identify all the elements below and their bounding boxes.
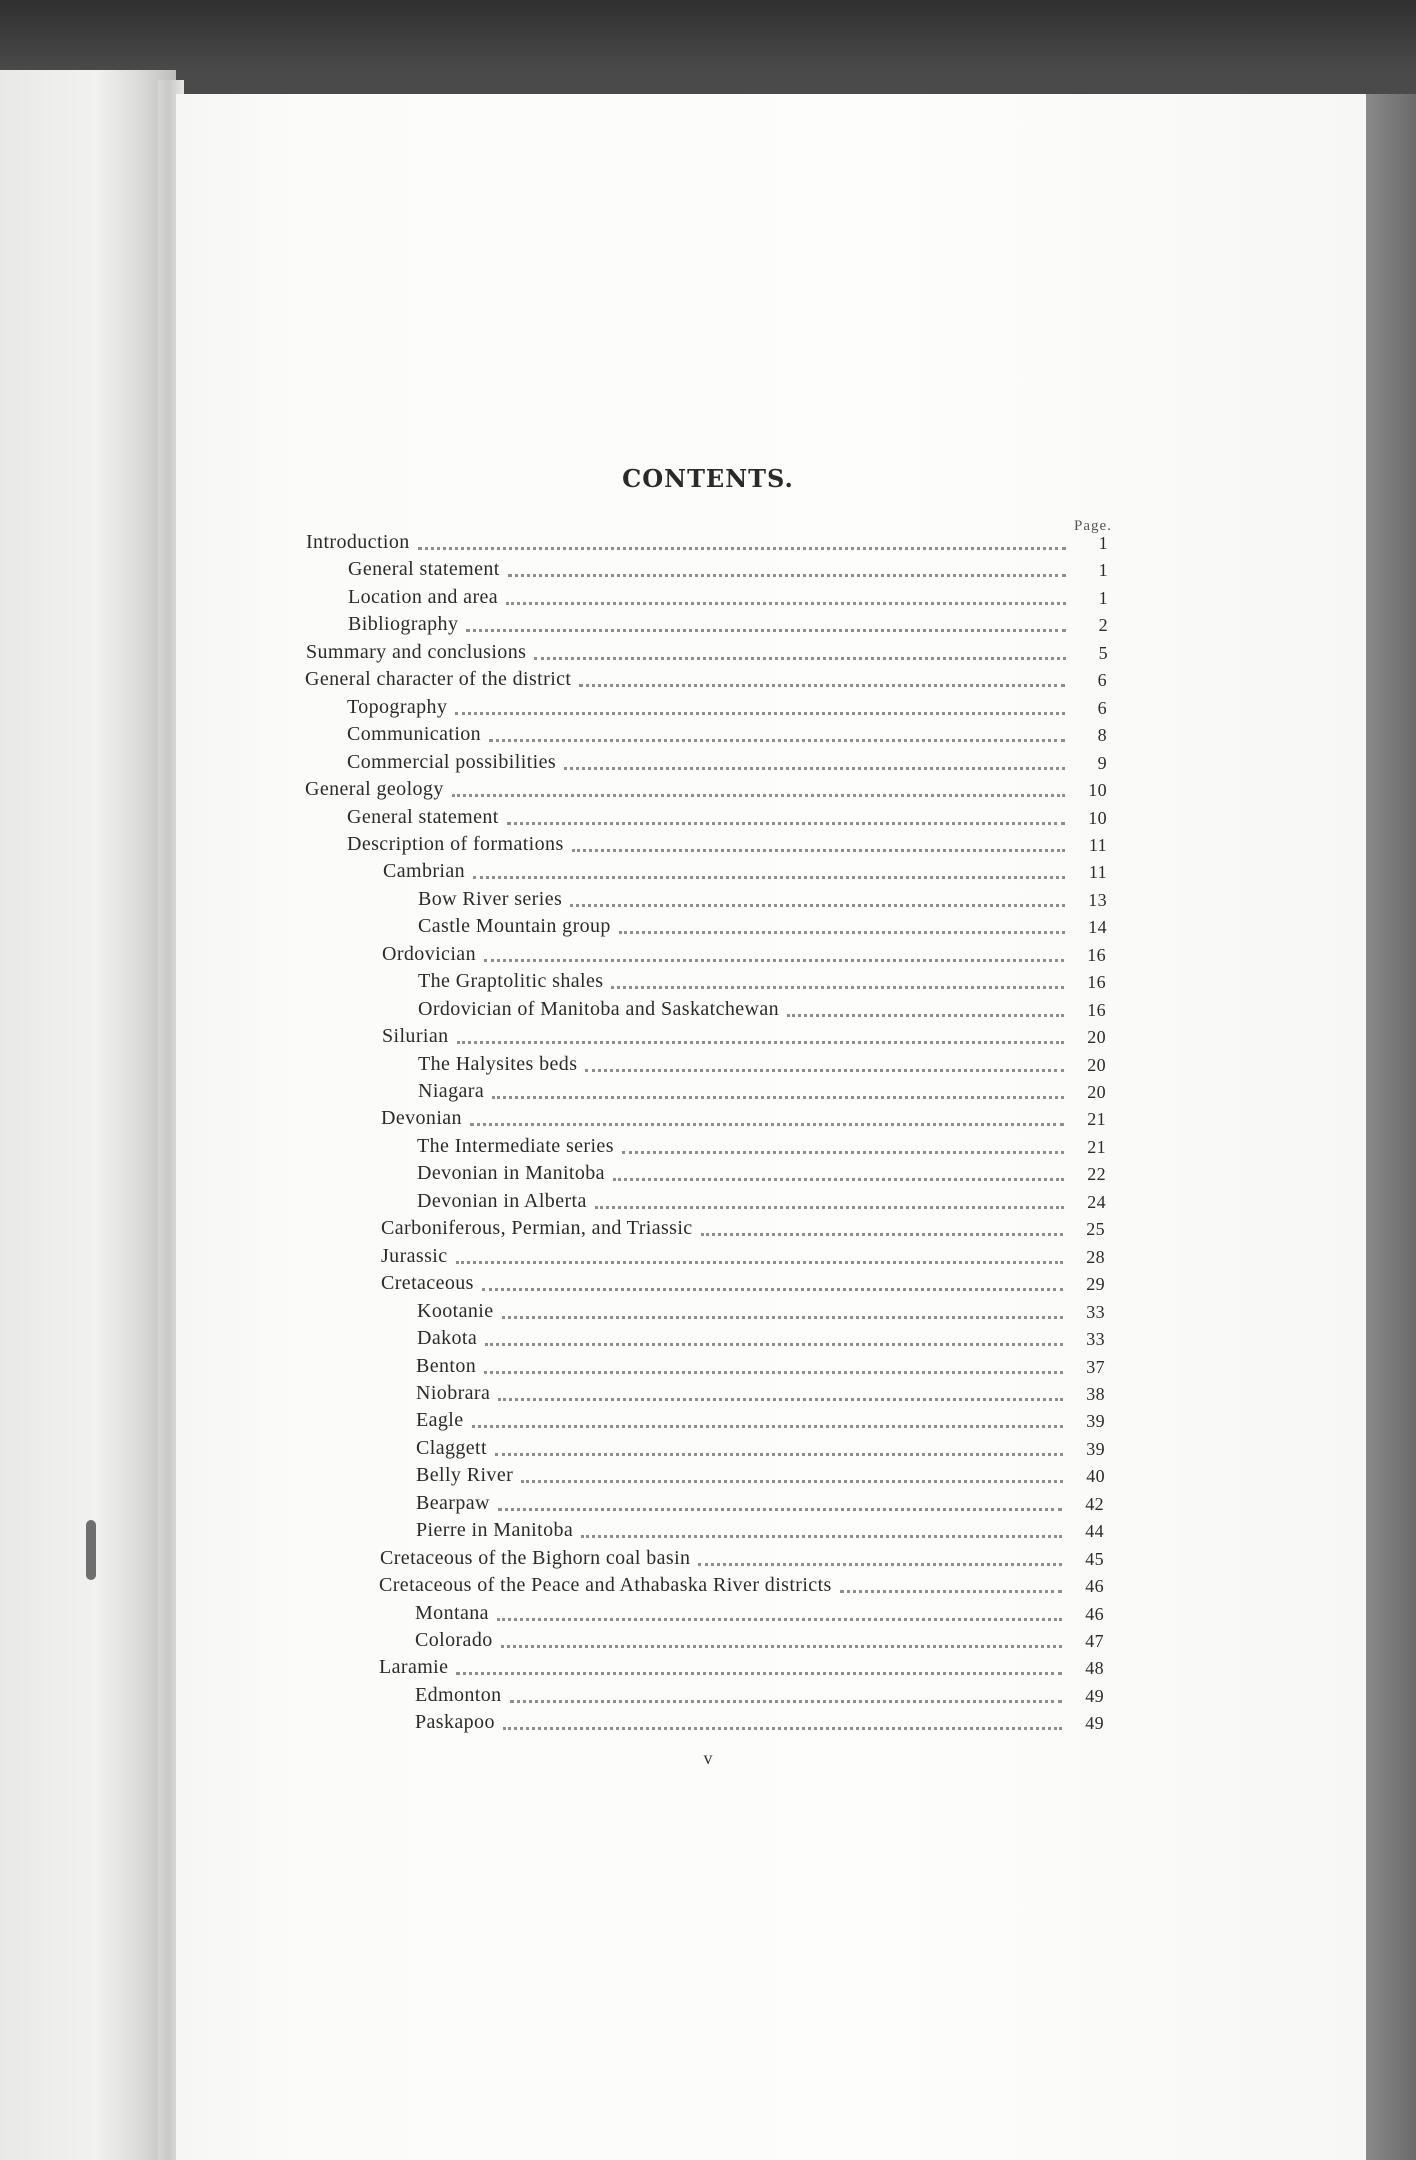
toc-entry-label: Cretaceous of the Bighorn coal basin: [380, 1547, 691, 1569]
toc-entry-label: Cambrian: [383, 860, 466, 882]
dot-leader: [452, 782, 1065, 797]
toc-entry: [417, 1159, 1106, 1185]
toc-entry: [380, 1544, 1104, 1570]
toc-entry: [416, 1434, 1105, 1460]
toc-entry: [382, 1022, 1106, 1048]
dot-leader: [611, 974, 1064, 989]
toc-entry-label: Devonian in Alberta: [417, 1190, 587, 1212]
toc-entry-page: 21: [1087, 1137, 1106, 1157]
dot-leader: [484, 1359, 1063, 1374]
toc-entry-label: General statement: [347, 806, 499, 828]
toc-entry-label: Paskapoo: [415, 1711, 495, 1733]
toc-entry-page: 40: [1086, 1466, 1105, 1486]
toc-entry-page: 25: [1086, 1219, 1105, 1239]
toc-entry-page: 48: [1085, 1658, 1104, 1678]
toc-entry-label: Jurassic: [381, 1245, 448, 1267]
toc-entry-page: 1: [1098, 560, 1108, 580]
dot-leader: [473, 864, 1065, 879]
toc-entry-label: Description of formations: [347, 833, 564, 855]
toc-entry-page: 10: [1088, 808, 1107, 828]
toc-entry: [416, 1379, 1105, 1405]
dot-leader: [485, 1331, 1063, 1346]
toc-entry-label: Devonian: [381, 1107, 462, 1129]
toc-entry: [417, 1297, 1105, 1323]
toc-entry-page: 37: [1086, 1357, 1105, 1377]
toc-entry: [381, 1104, 1106, 1130]
toc-entry: [418, 912, 1107, 938]
toc-entry: [418, 995, 1106, 1021]
toc-entry-label: Location and area: [348, 586, 499, 608]
toc-entry: [418, 1050, 1106, 1076]
toc-entry: [418, 885, 1107, 911]
dot-leader: [503, 1715, 1062, 1730]
dot-leader: [498, 1386, 1063, 1401]
toc-entry-label: Topography: [347, 696, 448, 718]
dot-leader: [585, 1057, 1064, 1072]
dot-leader: [521, 1468, 1063, 1483]
toc-entry: [347, 748, 1107, 774]
toc-entry: [417, 1324, 1105, 1350]
toc-entry: [418, 967, 1106, 993]
dot-leader: [564, 755, 1065, 770]
dot-leader: [502, 1304, 1063, 1319]
toc-entry-page: 5: [1098, 643, 1108, 663]
toc-entry-label: Dakota: [417, 1327, 478, 1349]
toc-entry-label: General statement: [348, 558, 500, 580]
toc-entry: [415, 1681, 1104, 1707]
toc-entry-page: 8: [1097, 725, 1107, 745]
dot-leader: [498, 1496, 1062, 1511]
toc-entry-label: Claggett: [416, 1437, 487, 1459]
toc-entry-page: 46: [1085, 1604, 1104, 1624]
toc-entry-page: 16: [1087, 1000, 1106, 1020]
toc-entry-label: Bibliography: [348, 613, 459, 635]
toc-entry-page: 14: [1088, 917, 1107, 937]
left-page-edge: [0, 70, 176, 2160]
dot-leader: [510, 1688, 1062, 1703]
toc-entry-label: Niobrara: [416, 1382, 491, 1404]
page-number: v: [703, 1748, 713, 1768]
toc-entry-page: 39: [1086, 1439, 1105, 1459]
dot-leader: [456, 1249, 1063, 1264]
page-column-heading: Page.: [1074, 518, 1112, 534]
toc-entry: [347, 830, 1107, 856]
dot-leader: [418, 535, 1066, 550]
toc-entry-page: 38: [1086, 1384, 1105, 1404]
toc-entry: [416, 1489, 1104, 1515]
toc-entry: [416, 1461, 1105, 1487]
toc-entry-label: Colorado: [415, 1629, 493, 1651]
dot-leader: [508, 562, 1066, 577]
toc-entry-page: 9: [1097, 753, 1107, 773]
dot-leader: [456, 1660, 1062, 1675]
dot-leader: [787, 1002, 1064, 1017]
toc-entry: [381, 1214, 1105, 1240]
toc-entry-page: 46: [1085, 1576, 1104, 1596]
toc-entry-label: The Halysites beds: [418, 1053, 578, 1075]
toc-entry: [348, 583, 1108, 609]
toc-entry-label: General geology: [305, 778, 444, 800]
toc-entry: [416, 1352, 1105, 1378]
toc-entry-label: Montana: [415, 1602, 489, 1624]
dot-leader: [497, 1606, 1062, 1621]
page-title: CONTENTS.: [622, 464, 794, 493]
toc-entry-page: 49: [1085, 1686, 1104, 1706]
toc-entry: [418, 1077, 1106, 1103]
toc-entry: [415, 1599, 1104, 1625]
toc-entry: [379, 1571, 1104, 1597]
binding-mark: [86, 1520, 96, 1580]
toc-entry: [417, 1132, 1106, 1158]
toc-entry: [348, 555, 1108, 581]
toc-entry-page: 44: [1085, 1521, 1104, 1541]
toc-entry-label: Silurian: [382, 1025, 449, 1047]
toc-entry: [305, 775, 1107, 801]
toc-entry: [347, 693, 1107, 719]
toc-entry-label: Bearpaw: [416, 1492, 490, 1514]
toc-entry: [381, 1269, 1105, 1295]
dot-leader: [506, 590, 1066, 605]
toc-entry: [417, 1187, 1106, 1213]
toc-entry-page: 45: [1085, 1549, 1104, 1569]
dot-leader: [622, 1139, 1064, 1154]
dot-leader: [455, 700, 1065, 715]
toc-entry-page: 11: [1088, 862, 1107, 882]
toc-entry-label: Introduction: [306, 531, 410, 553]
toc-entry: [305, 665, 1107, 691]
toc-entry-page: 21: [1087, 1109, 1106, 1129]
toc-entry-label: Devonian in Manitoba: [417, 1162, 605, 1184]
dot-leader: [595, 1194, 1064, 1209]
dot-leader: [701, 1221, 1063, 1236]
toc-entry-label: Edmonton: [415, 1684, 502, 1706]
toc-entry: [415, 1626, 1104, 1652]
toc-entry: [416, 1516, 1104, 1542]
toc-entry: [381, 1242, 1105, 1268]
toc-entry: [379, 1653, 1104, 1679]
toc-entry-page: 1: [1098, 588, 1108, 608]
dot-leader: [472, 1413, 1063, 1428]
dot-leader: [484, 947, 1064, 962]
dot-leader: [457, 1029, 1064, 1044]
toc-entry-label: Carboniferous, Permian, and Triassic: [381, 1217, 693, 1239]
dot-leader: [534, 645, 1066, 660]
toc-entry-page: 1: [1098, 533, 1108, 553]
toc-entry: [306, 528, 1108, 554]
toc-entry-label: Belly River: [416, 1464, 514, 1486]
toc-entry: [416, 1406, 1105, 1432]
dot-leader: [492, 1084, 1064, 1099]
dot-leader: [507, 810, 1065, 825]
dot-leader: [470, 1111, 1064, 1126]
toc-entry: [348, 610, 1108, 636]
dot-leader: [495, 1441, 1063, 1456]
toc-entry-page: 33: [1086, 1329, 1105, 1349]
toc-entry-label: Communication: [347, 723, 482, 745]
toc-entry-page: 10: [1088, 780, 1107, 800]
toc-entry-page: 47: [1085, 1631, 1104, 1651]
dot-leader: [466, 617, 1066, 632]
toc-entry-page: 49: [1085, 1713, 1104, 1733]
toc-entry-label: Benton: [416, 1355, 477, 1377]
toc-entry-page: 13: [1088, 890, 1107, 910]
dot-leader: [581, 1523, 1062, 1538]
dot-leader: [619, 919, 1065, 934]
toc-entry: [306, 638, 1108, 664]
toc-entry-label: Summary and conclusions: [306, 641, 527, 663]
toc-entry-page: 29: [1086, 1274, 1105, 1294]
toc-entry-page: 33: [1086, 1302, 1105, 1322]
toc-entry-label: Eagle: [416, 1409, 464, 1431]
toc-entry-label: Kootanie: [417, 1300, 494, 1322]
toc-entry-page: 20: [1087, 1082, 1106, 1102]
toc-entry-label: The Intermediate series: [417, 1135, 614, 1157]
toc-entry-label: Ordovician: [382, 943, 476, 965]
toc-entry-page: 42: [1085, 1494, 1104, 1514]
dot-leader: [840, 1578, 1062, 1593]
dot-leader: [579, 672, 1065, 687]
toc-entry-page: 16: [1087, 972, 1106, 992]
toc-entry-label: Bow River series: [418, 888, 563, 910]
toc-entry-page: 2: [1098, 615, 1108, 635]
toc-entry-label: General character of the district: [305, 668, 572, 690]
toc-entry-page: 20: [1087, 1027, 1106, 1047]
dot-leader: [482, 1276, 1063, 1291]
toc-entry: [415, 1708, 1104, 1734]
dot-leader: [613, 1166, 1064, 1181]
toc-entry-page: 28: [1086, 1247, 1105, 1267]
toc-entry-label: Laramie: [379, 1656, 449, 1678]
toc-entry-page: 22: [1087, 1164, 1106, 1184]
toc-entry: [347, 720, 1107, 746]
toc-entry-label: Cretaceous: [381, 1272, 474, 1294]
toc-entry: [382, 940, 1106, 966]
toc-entry-label: Niagara: [418, 1080, 485, 1102]
toc-entry: [347, 803, 1107, 829]
toc-entry-label: Commercial possibilities: [347, 751, 557, 773]
dot-leader: [698, 1551, 1062, 1566]
toc-entry-page: 24: [1087, 1192, 1106, 1212]
toc-entry-label: Castle Mountain group: [418, 915, 611, 937]
toc-entry-page: 6: [1097, 698, 1107, 718]
toc-entry-page: 20: [1087, 1055, 1106, 1075]
dot-leader: [489, 727, 1065, 742]
dot-leader: [501, 1633, 1062, 1648]
toc-entry-label: Cretaceous of the Peace and Athabaska River districts: [379, 1574, 832, 1596]
toc-entry-page: 39: [1086, 1411, 1105, 1431]
dot-leader: [570, 892, 1065, 907]
toc-entry-page: 6: [1097, 670, 1107, 690]
toc-entry: [383, 857, 1107, 883]
right-page-edge: [1366, 94, 1416, 2160]
toc-entry-page: 16: [1087, 945, 1106, 965]
toc-entry-label: The Graptolitic shales: [418, 970, 604, 992]
toc-entry-label: Pierre in Manitoba: [416, 1519, 574, 1541]
toc-entry-page: 11: [1088, 835, 1107, 855]
dot-leader: [572, 837, 1065, 852]
toc-entry-label: Ordovician of Manitoba and Saskatchewan: [418, 998, 780, 1020]
